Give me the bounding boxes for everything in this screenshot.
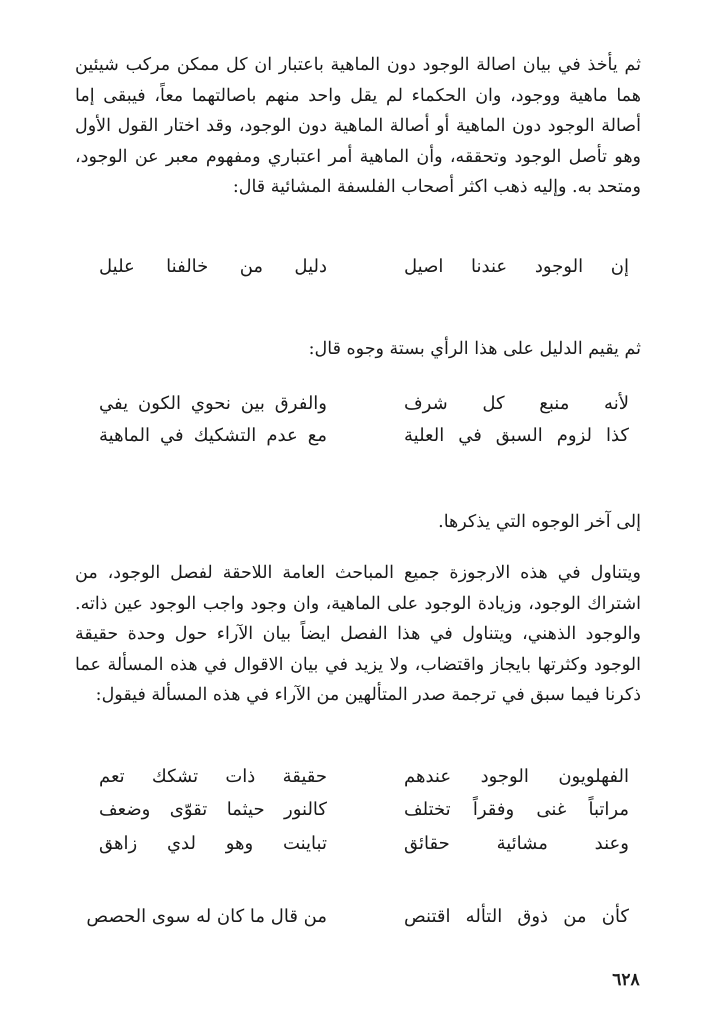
verse-first-hemistich: الفهلويون الوجود عندهم: [404, 766, 629, 787]
verse-first-hemistich: إن الوجود عندنا اصيل: [404, 256, 629, 277]
verse-first-hemistich: مراتباً غنى وفقراً تختلف: [404, 799, 629, 820]
verse-line: [99, 252, 629, 282]
verse-second-hemistich: كالنور حيثما تقوّى وضعف: [99, 799, 327, 820]
verse-second-hemistich: تباينت وهو لدي زاهق: [99, 833, 327, 854]
verse-line: [99, 829, 629, 859]
verse-first-hemistich: كأن من ذوق التأله اقتنص: [404, 906, 629, 927]
verse-line: [86, 902, 629, 932]
verse-second-hemistich: والفرق بين نحوي الكون يفي: [99, 393, 327, 414]
verse-first-hemistich: لأنه منبع كل شرف: [404, 393, 629, 414]
verse-first-hemistich: وعند مشائية حقائق: [404, 833, 629, 854]
verse-line: [99, 421, 629, 451]
tail-paragraph: إلى آخر الوجوه التي يذكرها.: [438, 512, 641, 532]
verse-line: [99, 389, 629, 419]
verse-second-hemistich: دليل من خالفنا عليل: [99, 256, 327, 277]
verse-line: [99, 762, 629, 792]
verse-second-hemistich: مع عدم التشكيك في الماهية: [99, 425, 327, 446]
main-paragraph: ويتناول في هذه الارجوزة جميع المباحث العامة اللاحقة لفصل الوجود، من اشتراك الوجود، وزيادة الوجود على الماهية، وان وجود واجب الوجود عين ذاته. والوجود الذهني، ويتناول في هذا الفصل ايضاً بيان الآراء حول وحدة حقيقة الوجود وكثرتها بايجاز واقتضاب، ولا يزيد في بيان الاقوال في هذه المسألة عما ذكرنا فيما سبق في ترجمة صدر المتألهين من الآراء في هذه المسألة فيقول:: [75, 563, 641, 705]
page-number: ٦٢٨: [612, 970, 640, 990]
intro-paragraph: ثم يأخذ في بيان اصالة الوجود دون الماهية باعتبار ان كل ممكن مركب شيئين هما ماهية ووجود، وان الحكماء لم يقل واحد منهم باصالتهما معاً، فيبقى إما أصالة الوجود دون الماهية أو أصالة الماهية دون الوجود، وقد اختار القول الأول وهو تأصل الوجود وتحققه، وأن الماهية أمر اعتباري ومفهوم معبر عن الوجود، ومتحد به. وإليه ذهب اكثر أصحاب الفلسفة المشائية قال:: [75, 55, 641, 197]
verse-second-hemistich: حقيقة ذات تشكك تعم: [99, 766, 327, 787]
verse-line: [99, 795, 629, 825]
verse-first-hemistich: كذا لزوم السبق في العلية: [404, 425, 629, 446]
lead-paragraph: ثم يقيم الدليل على هذا الرأي بستة وجوه قال:: [308, 339, 641, 359]
verse-second-hemistich: من قال ما كان له سوى الحصص: [86, 906, 327, 927]
